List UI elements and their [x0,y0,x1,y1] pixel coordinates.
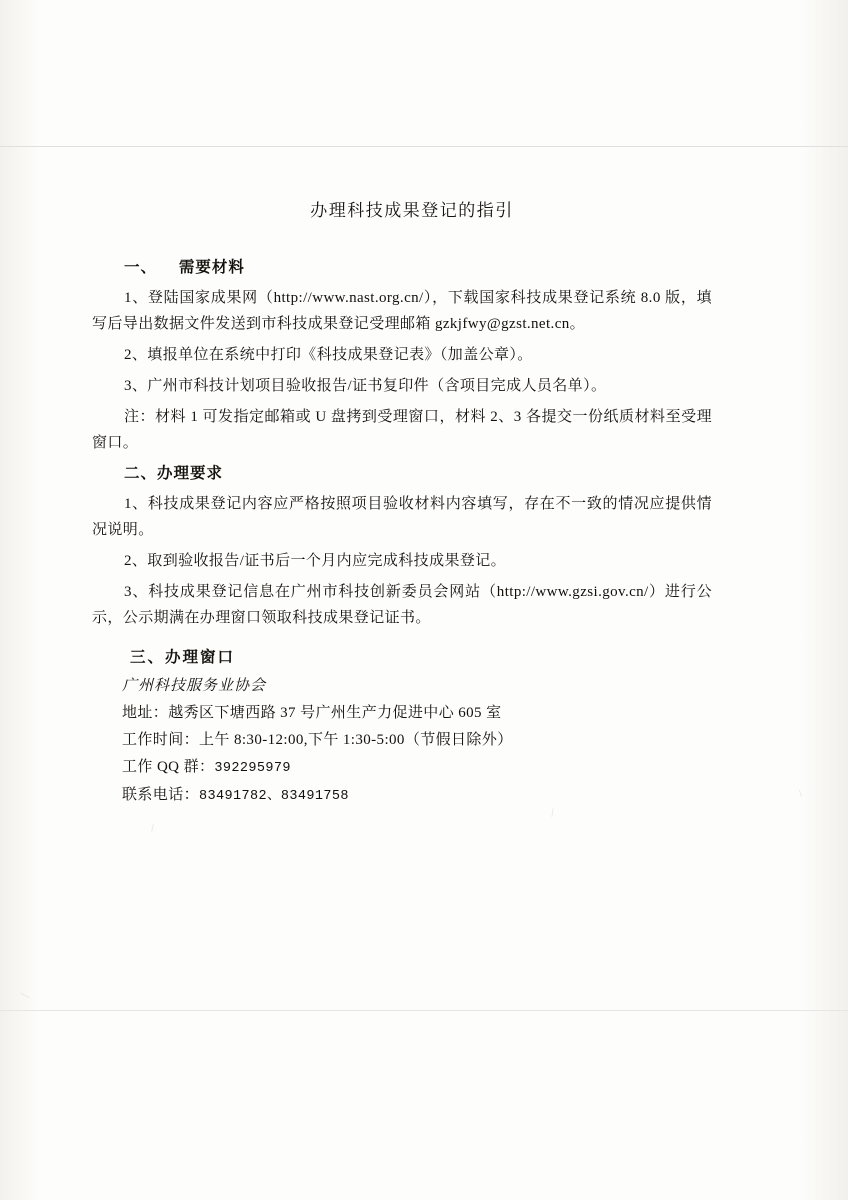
section-heading-1-label: 需要材料 [178,259,245,276]
contact-phone-label: 联系电话： [122,787,200,803]
contact-address-value: 越秀区下塘西路 37 号广州生产力促进中心 605 室 [168,705,502,721]
contact-phone-value: 83491782、83491758 [199,789,349,804]
scan-artifact [151,824,154,832]
document-body [92,196,712,810]
section-2-item-2: 2、取到验收报告/证书后一个月内应完成科技成果登记。 [124,553,507,569]
contact-address [92,700,712,727]
scan-crease-bottom [0,1010,848,1011]
section-heading-3-label: 办理窗口 [165,649,236,666]
section-heading-2-label: 办理要求 [157,465,224,482]
contact-hours-value: 上午 8:30-12:00,下午 1:30-5:00（节假日除外） [199,732,513,748]
contact-block [92,673,712,810]
contact-organization: 广州科技服务业协会 [122,678,267,694]
scan-artifact [20,993,29,999]
section-1-note: 注：材料 1 可发指定邮箱或 U 盘拷到受理窗口，材料 2、3 各提交一份纸质材料至受理窗口。 [92,409,712,451]
section-heading-3-number: 三、 [130,649,166,666]
scan-crease-top [0,146,848,147]
scan-artifact [799,790,802,797]
contact-hours [92,727,712,754]
contact-hours-label: 工作时间： [122,732,200,748]
page-title: 办理科技成果登记的指引 [310,201,514,220]
contact-address-label: 地址： [122,705,169,721]
section-heading-2-number: 二、 [124,465,158,482]
contact-qq-value: 392295979 [214,761,291,776]
section-1-item-1: 1、登陆国家成果网（http://www.nast.org.cn/），下载国家科技成果登记系统 8.0 版，填写后导出数据文件发送到市科技成果登记受理邮箱 gzkjfwy@gzst.net.cn。 [92,290,712,332]
contact-qq [92,754,712,782]
section-1-item-2: 2、填报单位在系统中打印《科技成果登记表》（加盖公章）。 [124,347,533,363]
section-heading-2 [92,461,712,483]
section-heading-1-number: 一、 [124,259,158,276]
section-2-item-3: 3、科技成果登记信息在广州市科技创新委员会网站（http://www.gzsi.gov.cn/）进行公示，公示期满在办理窗口领取科技成果登记证书。 [92,584,712,626]
section-heading-1 [92,255,712,277]
section-heading-3 [92,645,712,667]
contact-phone [92,782,712,810]
contact-qq-label: 工作 QQ 群： [122,759,215,775]
section-1-item-3: 3、广州市科技计划项目验收报告/证书复印件（含项目完成人员名单）。 [124,378,607,394]
section-2-item-1: 1、科技成果登记内容应严格按照项目验收材料内容填写，存在不一致的情况应提供情况说明。 [92,496,712,538]
